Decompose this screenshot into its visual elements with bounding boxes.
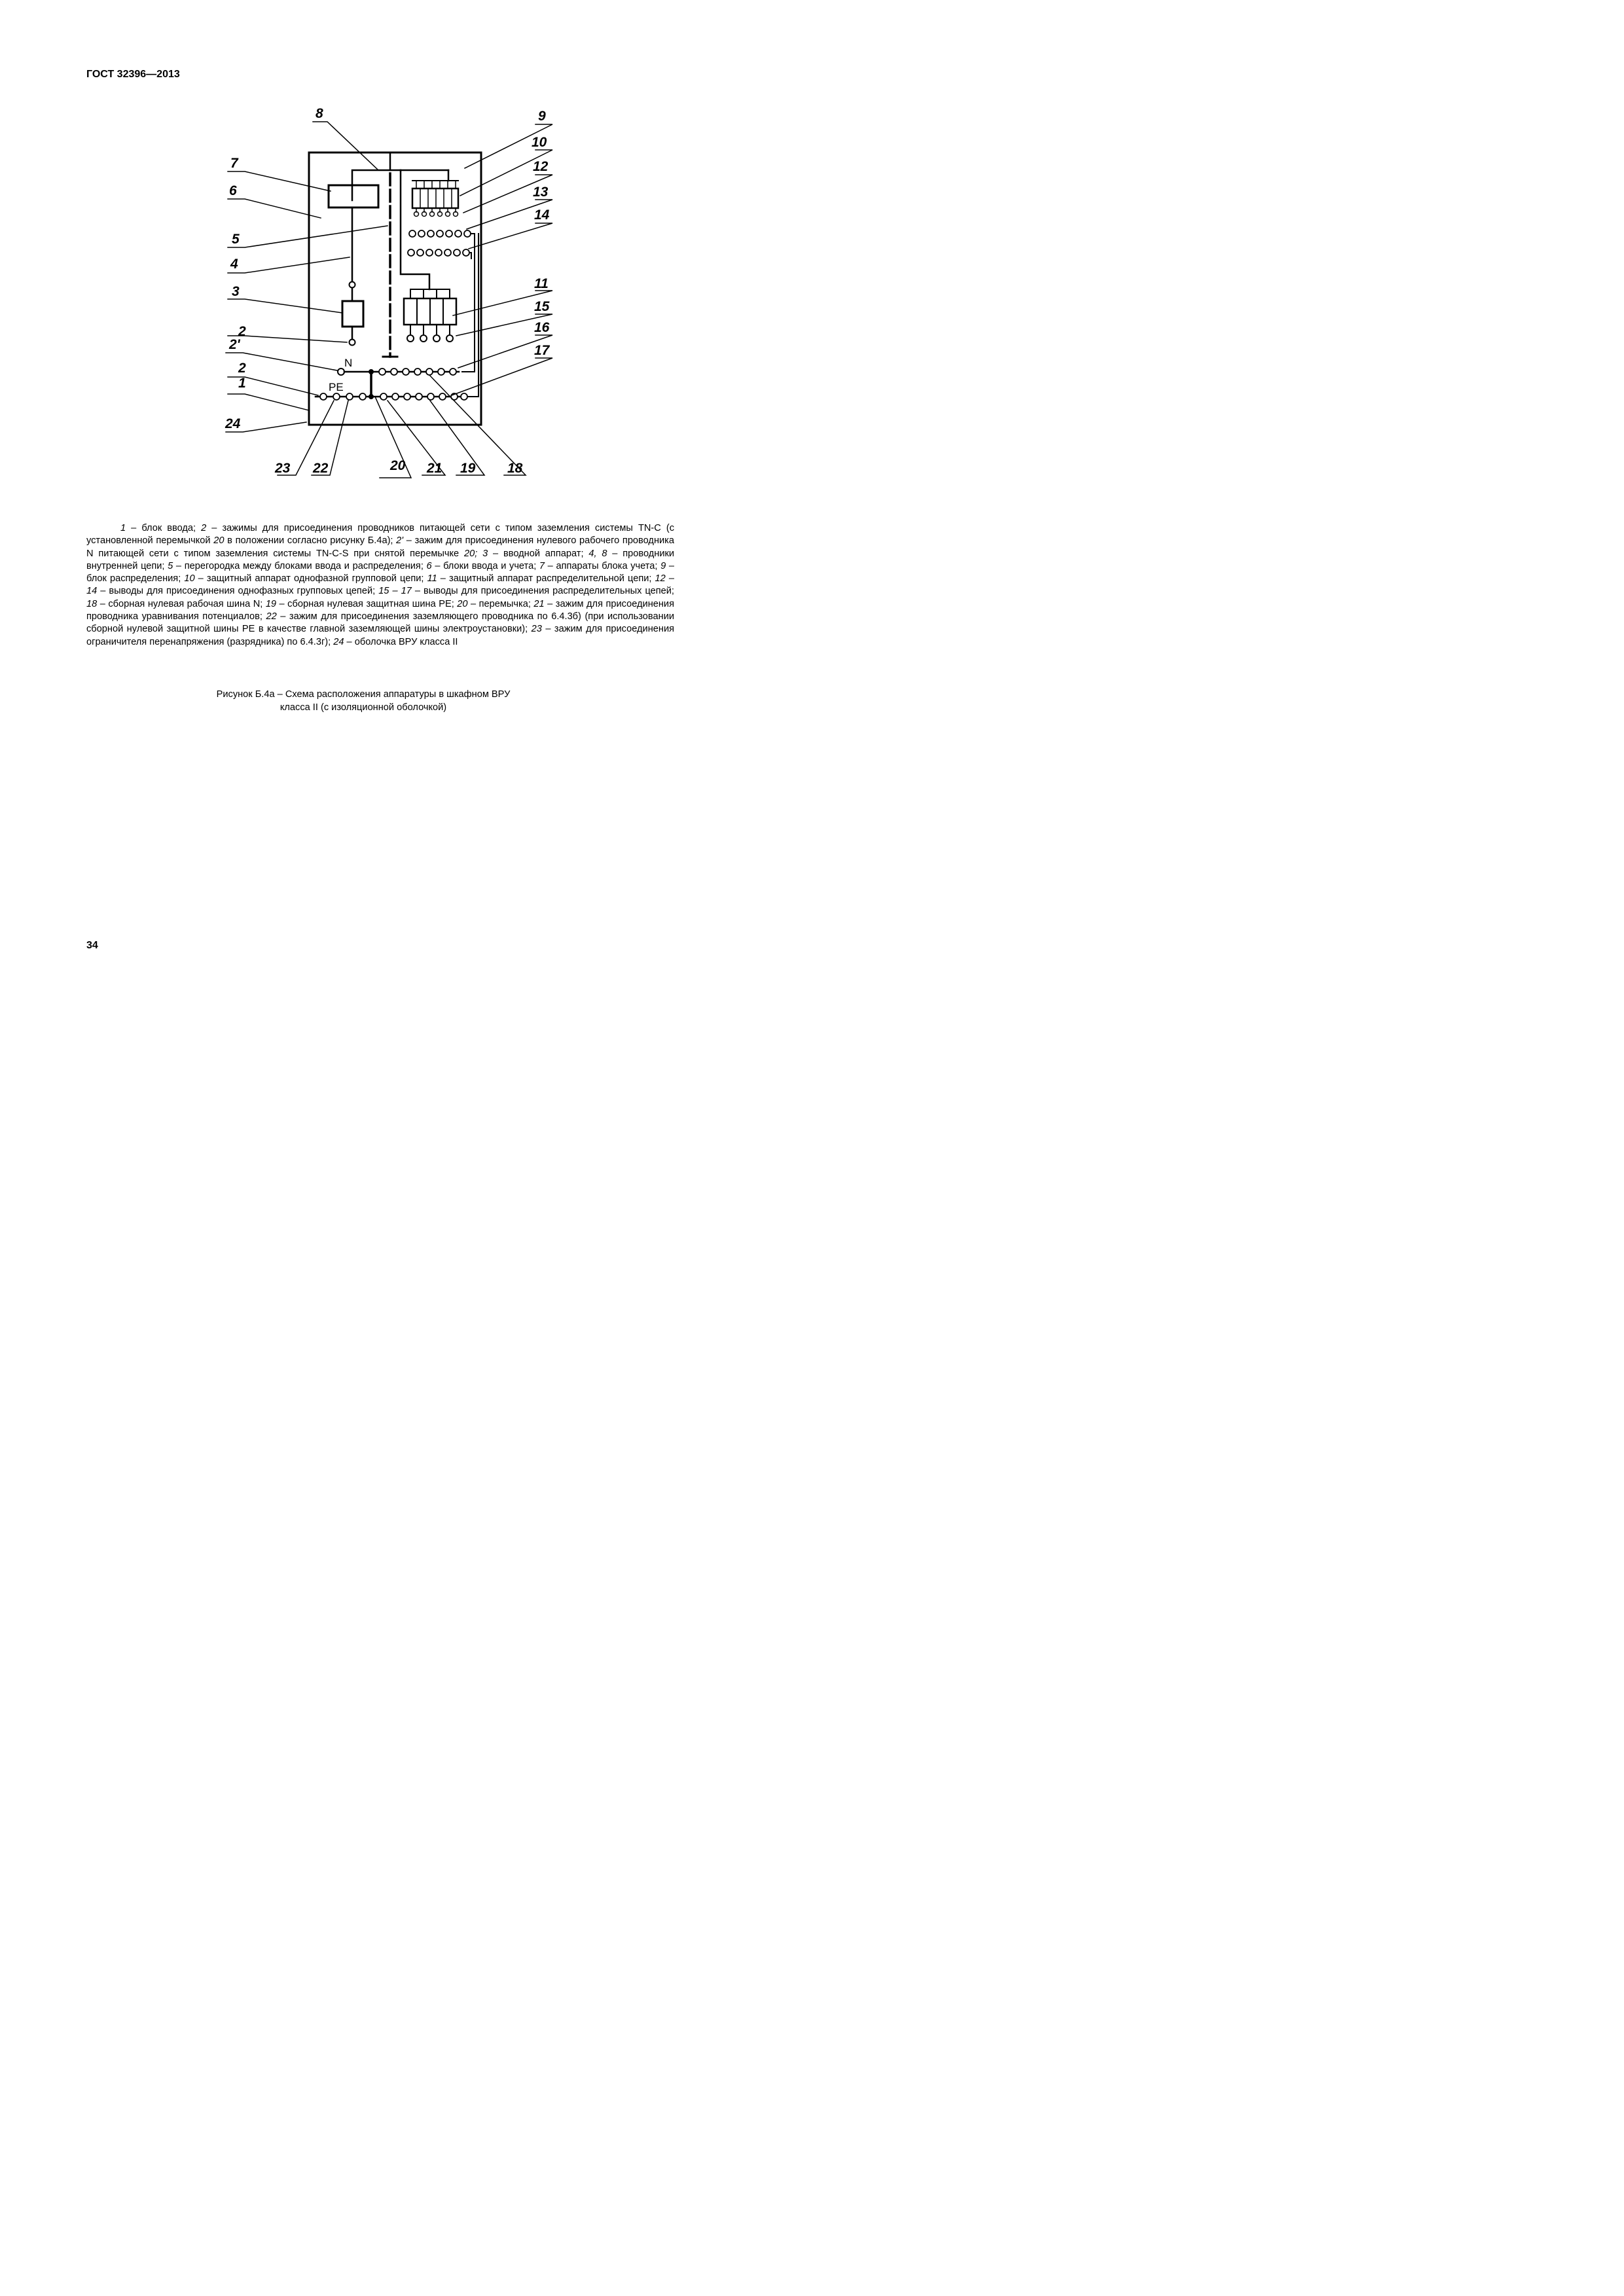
- wiring-diagram: [0, 0, 727, 497]
- legend-text: – перемычка;: [467, 598, 534, 609]
- figure-caption: [0, 688, 727, 714]
- callout-13: 13: [533, 185, 549, 200]
- legend-num: 9: [660, 560, 666, 571]
- legend-text: – зажим для присоединения нулевого рабочего проводника N питающей сети с типом заземления системы TN-C-S при снятой перемычке: [86, 535, 674, 559]
- metering-device: [329, 185, 378, 207]
- pe-bus-mark: PE: [329, 381, 344, 393]
- figure-legend: [86, 522, 674, 649]
- callout-2-prime: 2': [229, 337, 240, 352]
- legend-text: – сборная нулевая защитная шина PE;: [276, 598, 458, 609]
- legend-text: – перегородка между блоками ввода и распределения;: [173, 560, 427, 571]
- legend-text: – проводники внутренней цепи;: [86, 548, 675, 571]
- callout-20: 20: [390, 458, 406, 473]
- legend-text: – зажимы для присоединения проводников питающей сети с типом заземления системы TN-C (с установленной перемычкой: [86, 523, 674, 547]
- n-bus-mark: N: [344, 357, 353, 369]
- legend-num: 4, 8: [588, 548, 607, 559]
- legend-text: – оболочка ВРУ класса II: [344, 636, 458, 647]
- legend-text: – аппараты блока учета;: [545, 560, 661, 571]
- legend-text: – защитный аппарат распределительной цепи;: [437, 573, 655, 584]
- legend-num: 20: [457, 598, 468, 609]
- legend-text: – блоки ввода и учета;: [431, 560, 539, 571]
- outputs-16: [407, 325, 453, 342]
- callout-15: 15: [534, 299, 550, 314]
- callout-16: 16: [534, 320, 550, 335]
- legend-text: – вводной аппарат;: [488, 548, 589, 559]
- legend-num: 22: [266, 611, 277, 622]
- caption-line-2: класса II (с изоляционной оболочкой): [280, 702, 447, 713]
- callout-5: 5: [232, 232, 240, 247]
- page-number: 34: [86, 940, 98, 951]
- caption-line-1: Рисунок Б.4а – Схема расположения аппаратуры в шкафном ВРУ: [216, 689, 511, 700]
- callout-1: 1: [238, 376, 246, 391]
- legend-num: 15 – 17: [378, 586, 412, 597]
- callout-9: 9: [538, 109, 546, 124]
- legend-text: – блок ввода;: [126, 523, 202, 533]
- legend-num: 10: [184, 573, 195, 584]
- legend-text: – зажим для присоединения ограничителя перенапряжения (разрядника) по 6.4.3г);: [86, 624, 675, 647]
- callout-8: 8: [316, 106, 323, 121]
- legend-num: 18: [86, 598, 98, 609]
- callout-14: 14: [534, 207, 550, 223]
- callout-7: 7: [230, 156, 238, 171]
- terminal-row-14: [408, 249, 469, 256]
- legend-text: – блок распределения;: [86, 560, 675, 584]
- callout-24: 24: [225, 416, 241, 431]
- legend-text: – выводы для присоединения распределительных цепей;: [411, 586, 674, 597]
- callout-3: 3: [232, 284, 240, 299]
- legend-num: 1: [120, 523, 126, 533]
- callout-18: 18: [507, 461, 523, 476]
- callout-2-lower: 2: [238, 361, 246, 376]
- terminal-row-13: [409, 230, 471, 237]
- document-header: ГОСТ 32396—2013: [86, 69, 180, 80]
- callout-11: 11: [534, 276, 549, 291]
- legend-num: 7: [539, 560, 545, 571]
- legend-num: 2: [201, 523, 207, 533]
- legend-num: 21: [533, 598, 545, 609]
- legend-text: в положении согласно рисунку Б.4а);: [224, 535, 397, 547]
- legend-text: – защитный аппарат однофазной групповой цепи;: [194, 573, 427, 584]
- legend-num: 19: [265, 598, 277, 609]
- n-bus-terminals: [379, 368, 456, 375]
- legend-text: – зажим для присоединения проводника уравнивания потенциалов;: [86, 598, 674, 622]
- callout-19: 19: [460, 461, 476, 476]
- legend-num: 6: [426, 560, 432, 571]
- callout-21: 21: [427, 461, 442, 476]
- outputs-12: [414, 208, 458, 217]
- legend-paragraph: [86, 522, 674, 649]
- legend-text: – сборная нулевая рабочая шина N;: [97, 598, 266, 609]
- callout-6: 6: [229, 183, 237, 198]
- callout-2-upper: 2: [238, 324, 246, 339]
- legend-num: 23: [531, 624, 542, 635]
- legend-num: 12 – 14: [86, 573, 674, 597]
- legend-num: 20; 3: [464, 548, 488, 559]
- legend-text: – выводы для присоединения однофазных групповых цепей;: [97, 586, 379, 597]
- callout-10: 10: [532, 135, 547, 150]
- input-switch: [342, 301, 363, 327]
- callout-22: 22: [313, 461, 329, 476]
- callout-23: 23: [275, 461, 291, 476]
- callout-12: 12: [533, 159, 549, 174]
- callout-17: 17: [534, 343, 550, 358]
- legend-num: 5: [168, 560, 173, 571]
- legend-num: 24: [333, 636, 344, 647]
- legend-num: 20: [213, 535, 225, 547]
- legend-num: 11: [427, 573, 437, 584]
- callout-4: 4: [230, 257, 238, 272]
- legend-num: 2': [396, 535, 404, 547]
- legend-text: – зажим для присоединения заземляющего проводника по 6.4.3б) (при использовании сборной нулевой защитной шины PE в качестве главной заземляющей шины электроустановки);: [86, 611, 674, 635]
